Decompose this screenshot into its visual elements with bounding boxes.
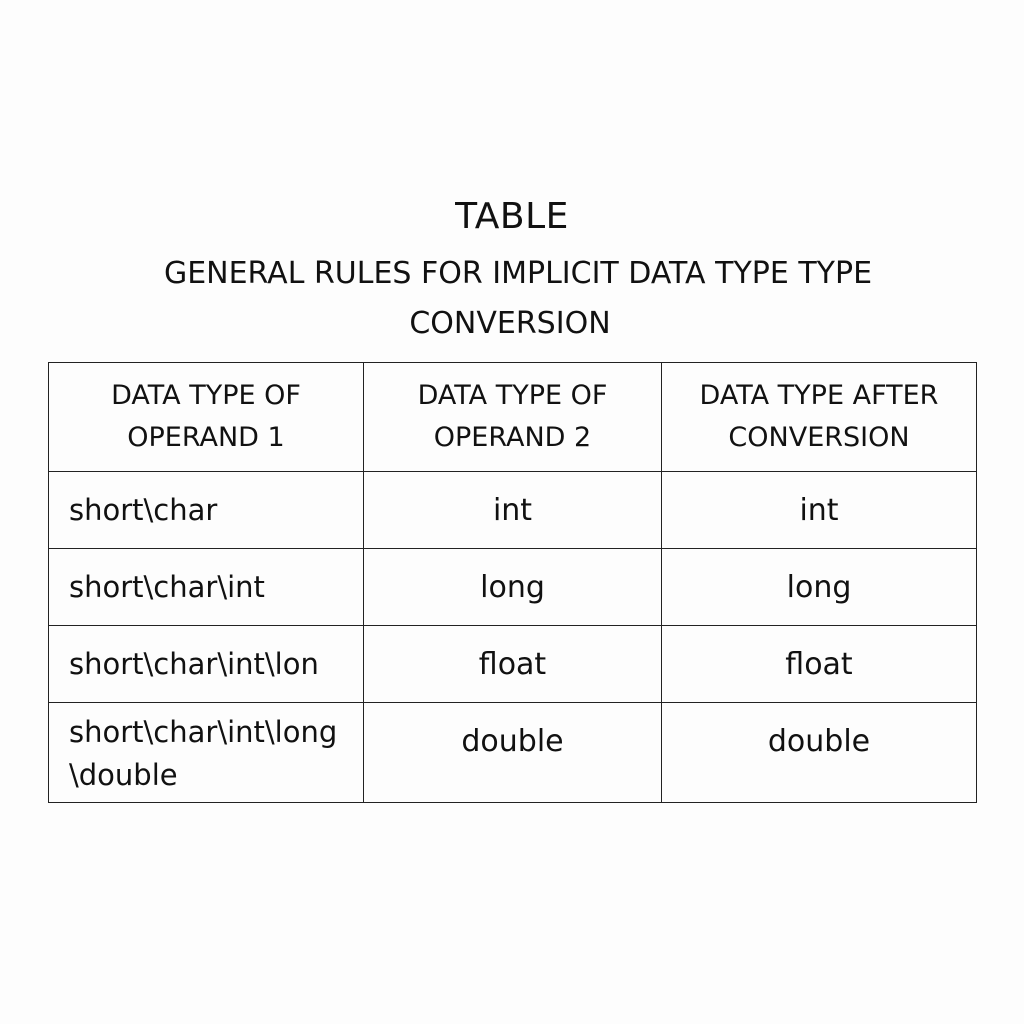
cell-result: long (662, 549, 977, 626)
page-title: TABLE (455, 196, 569, 237)
column-header-line: DATA TYPE AFTER (699, 380, 939, 411)
column-header-operand-2 (364, 363, 662, 472)
cell-result: double (662, 703, 977, 803)
column-header-line: OPERAND 1 (127, 422, 285, 453)
cell-operand-1: short\char\int\lon (49, 626, 364, 703)
column-header-line: OPERAND 2 (433, 422, 592, 453)
table-header-row (49, 363, 977, 472)
cell-result: int (662, 472, 977, 549)
table-row (49, 703, 977, 803)
table-caption-line-1: GENERAL RULES FOR IMPLICIT DATA TYPE TYPE (163, 256, 873, 291)
cell-operand-1: short\char\int (49, 549, 364, 626)
conversion-table (48, 362, 977, 803)
column-header-line: CONVERSION (728, 422, 910, 453)
cell-operand-1: short\char (49, 472, 364, 549)
cell-result: float (662, 626, 977, 703)
column-header-operand-1 (49, 363, 364, 472)
table-row (49, 549, 977, 626)
table-row (49, 472, 977, 549)
column-header-line: DATA TYPE OF (417, 380, 608, 411)
cell-operand-2: double (364, 703, 662, 803)
table-row (49, 626, 977, 703)
cell-operand-2: int (364, 472, 662, 549)
cell-operand-2: float (364, 626, 662, 703)
column-header-result (662, 363, 977, 472)
table-caption-line-2: CONVERSION (409, 306, 611, 341)
cell-operand-2: long (364, 549, 662, 626)
cell-operand-1: short\char\int\long\double (49, 703, 364, 803)
column-header-line: DATA TYPE OF (111, 380, 301, 411)
